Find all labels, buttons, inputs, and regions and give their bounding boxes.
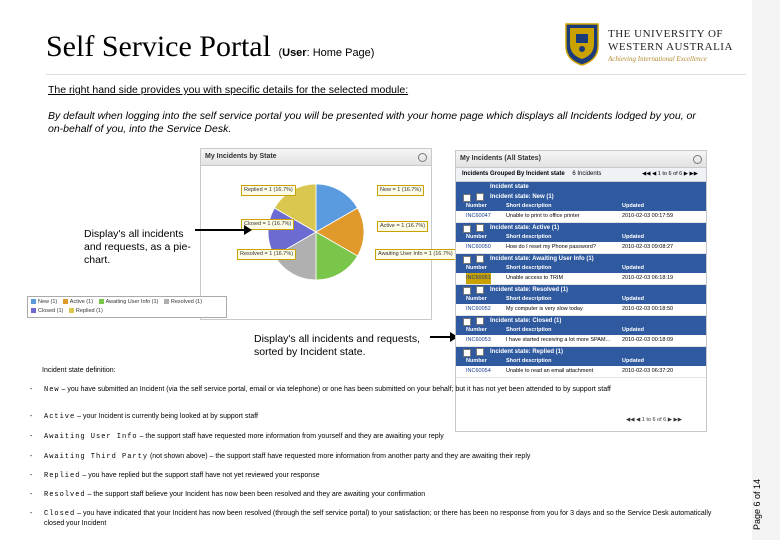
col-updated[interactable]: Updated — [622, 265, 644, 271]
logo-tagline: Achieving International Excellence — [608, 55, 707, 63]
group-banner-label: Incident state — [490, 184, 529, 190]
group-banner — [456, 182, 706, 192]
legend-swatch-replied — [69, 308, 74, 313]
definition-body: – you have replied but the support staff have not yet reviewed your response — [80, 472, 320, 479]
table-header — [456, 233, 706, 242]
col-updated[interactable]: Updated — [622, 327, 644, 333]
col-number[interactable]: Number — [466, 358, 487, 364]
col-number[interactable]: Number — [466, 203, 487, 209]
group-header[interactable] — [456, 254, 706, 264]
callout-active: Active = 1 (16.7%) — [377, 221, 428, 232]
incident-desc: My computer is very slow today — [506, 306, 583, 312]
header-divider — [46, 74, 746, 75]
incident-groups — [456, 192, 706, 378]
incident-number-link[interactable]: INC60053 — [466, 337, 491, 343]
definition-body: – the support staff believe your Incident has now been been resolved and they are awaiting your confirmation — [85, 491, 426, 498]
subbar-count: 6 Incidents — [572, 171, 602, 177]
definition-text — [44, 452, 714, 462]
incident-desc: Unable to print to office printer — [506, 213, 580, 219]
definition-term: Resolved — [44, 491, 86, 499]
incident-number-link[interactable]: INC60047 — [466, 213, 491, 219]
definition-term: Replied — [44, 472, 81, 480]
definition-text — [44, 471, 714, 481]
bullet: - — [30, 472, 33, 479]
subtitle-rest: : Home Page) — [306, 47, 375, 59]
legend-replied[interactable]: Replied (1) — [75, 308, 103, 314]
pie-annotation-arrow — [195, 229, 245, 231]
col-desc[interactable]: Short description — [506, 327, 552, 333]
legend-swatch-resolved — [164, 299, 169, 304]
incident-number-link[interactable]: INC60052 — [466, 306, 491, 312]
incident-desc: Unable access to TRIM — [506, 275, 564, 281]
group-label: Incident state: Closed (1) — [490, 318, 562, 324]
legend-swatch-awaiting — [99, 299, 104, 304]
collapse-toggle-icon[interactable] — [463, 225, 471, 233]
group-checkbox[interactable] — [476, 224, 484, 232]
pie-chart-panel — [200, 148, 453, 320]
legend-row-2 — [31, 308, 103, 314]
group-label: Incident state: Active (1) — [490, 225, 560, 231]
definition-body: – you have indicated that your Incident has now been resolved (through the self service portal) to your satisfaction; or there has been no response from you for 3 days and so the Service Desk automatically closed your Incident — [44, 510, 712, 527]
collapse-toggle-icon[interactable] — [463, 349, 471, 357]
table-row[interactable] — [456, 242, 706, 254]
group-header[interactable] — [456, 192, 706, 202]
legend-awaiting[interactable]: Awaiting User Info (1) — [105, 299, 159, 305]
group-header[interactable] — [456, 347, 706, 357]
collapse-toggle-icon[interactable] — [463, 256, 471, 264]
callout-awaiting: Awaiting User Info = 1 (16.7%) — [375, 249, 456, 260]
col-desc[interactable]: Short description — [506, 358, 552, 364]
list-subbar — [456, 168, 706, 182]
legend-row-1 — [31, 299, 202, 305]
list-annotation-arrow — [430, 336, 452, 338]
list-annotation: Display's all incidents and requests, sorted by Incident state. — [254, 333, 421, 358]
subtitle-bold: User — [282, 47, 307, 59]
group-label: Incident state: Awaiting User Info (1) — [490, 256, 594, 262]
col-number[interactable]: Number — [466, 327, 487, 333]
bullet: - — [30, 386, 33, 393]
col-desc[interactable]: Short description — [506, 234, 552, 240]
col-updated[interactable]: Updated — [622, 234, 644, 240]
pie-panel-title: My Incidents by State — [205, 153, 277, 160]
incident-number-link[interactable]: INC60054 — [466, 368, 491, 374]
legend-resolved[interactable]: Resolved (1) — [170, 299, 203, 305]
subtitle-open: ( — [278, 47, 283, 59]
table-row[interactable] — [456, 335, 706, 347]
intro-paragraph-2: By default when logging into the self service portal you will be presented with your home page which displays all Incidents lodged by you, or on-behalf of you, into the Service Desk. — [48, 110, 696, 135]
collapse-toggle-icon[interactable] — [463, 318, 471, 326]
group-checkbox[interactable] — [476, 286, 484, 294]
list-panel-header — [456, 151, 706, 168]
title-text: Self Service Portal — [46, 30, 271, 63]
definition-text — [44, 412, 714, 422]
definition-body: – the support staff have requested more information from yourself and they are awaiting your reply — [137, 433, 444, 440]
bullet: - — [30, 510, 33, 517]
table-row[interactable] — [456, 211, 706, 223]
col-number[interactable]: Number — [466, 296, 487, 302]
definition-term: Closed — [44, 510, 76, 518]
page-number: Page 6 of 14 — [752, 478, 762, 530]
logo-line-1: THE UNIVERSITY OF — [608, 28, 724, 40]
col-updated[interactable]: Updated — [622, 203, 644, 209]
refresh-icon[interactable] — [693, 155, 702, 164]
group-checkbox[interactable] — [476, 255, 484, 263]
page-title — [46, 30, 374, 64]
table-header — [456, 357, 706, 366]
incident-updated: 2010-02-03 09:08:27 — [622, 244, 674, 250]
legend-swatch-new — [31, 299, 36, 304]
table-row[interactable] — [456, 366, 706, 378]
definition-term: New — [44, 386, 60, 394]
definition-body: – you have submitted an Incident (via the self service portal, email or via telephone) or one has been submitted on your behalf; but it has not yet been attended to by support staff — [59, 386, 611, 393]
pie-legend — [27, 296, 227, 318]
crest-icon — [564, 22, 600, 66]
group-header[interactable] — [456, 285, 706, 295]
page-subtitle — [278, 47, 374, 59]
subbar-label: Incidents Grouped By Incident state — [462, 171, 565, 177]
definition-text — [44, 385, 714, 395]
callout-resolved: Resolved = 1 (16.7%) — [237, 249, 296, 260]
bullet: - — [30, 433, 33, 440]
incident-number-link[interactable]: INC60051 — [466, 273, 491, 284]
col-desc[interactable]: Short description — [506, 265, 552, 271]
legend-swatch-closed — [31, 308, 36, 313]
definition-body: (not shown above) – the support staff have requested more information from another party and they are awaiting their reply — [148, 453, 531, 460]
table-header — [456, 264, 706, 273]
group-label: Incident state: Resolved (1) — [490, 287, 569, 293]
definition-term: Awaiting User Info — [44, 433, 138, 441]
definition-term: Awaiting Third Party — [44, 453, 149, 461]
table-header — [456, 295, 706, 304]
bullet: - — [30, 491, 33, 498]
col-desc[interactable]: Short description — [506, 203, 552, 209]
incident-updated: 2010-02-03 00:18:50 — [622, 306, 674, 312]
top-pager[interactable]: ◀◀ ◀ 1 to 6 of 6 ▶ ▶▶ — [642, 171, 698, 177]
table-row[interactable] — [456, 304, 706, 316]
incident-desc: How do I reset my Phone password? — [506, 244, 596, 250]
table-header — [456, 202, 706, 211]
incident-updated: 2010-02-03 00:18:09 — [622, 337, 674, 343]
top-pager-text: 1 to 6 of 6 — [657, 171, 683, 177]
callout-replied: Replied = 1 (16.7%) — [241, 185, 296, 196]
incident-number-link[interactable]: INC60050 — [466, 244, 491, 250]
pie-annotation: Display's all incidents and requests, as a pie-chart. — [84, 228, 191, 266]
group-header[interactable] — [456, 316, 706, 326]
callout-new: New = 1 (16.7%) — [377, 185, 424, 196]
table-row[interactable] — [456, 273, 706, 285]
bullet: - — [30, 453, 33, 460]
col-number[interactable]: Number — [466, 234, 487, 240]
group-checkbox[interactable] — [476, 348, 484, 356]
bottom-pager-text: 1 to 6 of 6 — [641, 417, 667, 423]
incident-updated: 2010-02-03 06:37:20 — [622, 368, 674, 374]
col-updated[interactable]: Updated — [622, 358, 644, 364]
pie-arrow-head — [244, 225, 252, 235]
definition-body: – your Incident is currently being looked at by support staff — [75, 413, 258, 420]
incident-desc: I have started receiving a lot more SPAM... — [506, 337, 611, 343]
legend-active[interactable]: Active (1) — [69, 299, 94, 305]
col-number[interactable]: Number — [466, 265, 487, 271]
group-checkbox[interactable] — [476, 193, 484, 201]
col-desc[interactable]: Short description — [506, 296, 552, 302]
definition-term: Active — [44, 413, 76, 421]
legend-swatch-active — [63, 299, 68, 304]
bullet: - — [30, 413, 33, 420]
pie-panel-header — [201, 149, 431, 166]
incident-desc: Unable to read an email attachment — [506, 368, 594, 374]
refresh-icon[interactable] — [418, 153, 427, 162]
collapse-toggle-icon[interactable] — [463, 287, 471, 295]
legend-closed[interactable]: Closed (1) — [38, 308, 64, 314]
intro-paragraph-1: The right hand side provides you with specific details for the selected module: — [48, 84, 409, 96]
group-header[interactable] — [456, 223, 706, 233]
logo-line-2: WESTERN AUSTRALIA — [608, 41, 733, 53]
group-checkbox[interactable] — [476, 317, 484, 325]
incident-updated: 2010-02-03 06:18:19 — [622, 275, 674, 281]
university-logo — [564, 22, 744, 70]
definition-text — [44, 432, 714, 442]
definition-text — [44, 490, 714, 500]
legend-new[interactable]: New (1) — [38, 299, 58, 305]
table-header — [456, 326, 706, 335]
col-updated[interactable]: Updated — [622, 296, 644, 302]
incident-updated: 2010-02-03 00:17:59 — [622, 213, 674, 219]
group-label: Incident state: New (1) — [490, 194, 554, 200]
bottom-pager[interactable]: ◀◀ ◀ 1 to 6 of 6 ▶ ▶▶ — [626, 417, 682, 423]
group-label: Incident state: Replied (1) — [490, 349, 564, 355]
definitions-heading: Incident state definition: — [42, 367, 116, 374]
definition-text — [44, 509, 714, 529]
callout-closed: Closed = 1 (16.7%) — [241, 219, 294, 230]
page-margin-strip — [752, 0, 780, 540]
collapse-toggle-icon[interactable] — [463, 194, 471, 202]
list-panel-title: My Incidents (All States) — [460, 155, 541, 162]
